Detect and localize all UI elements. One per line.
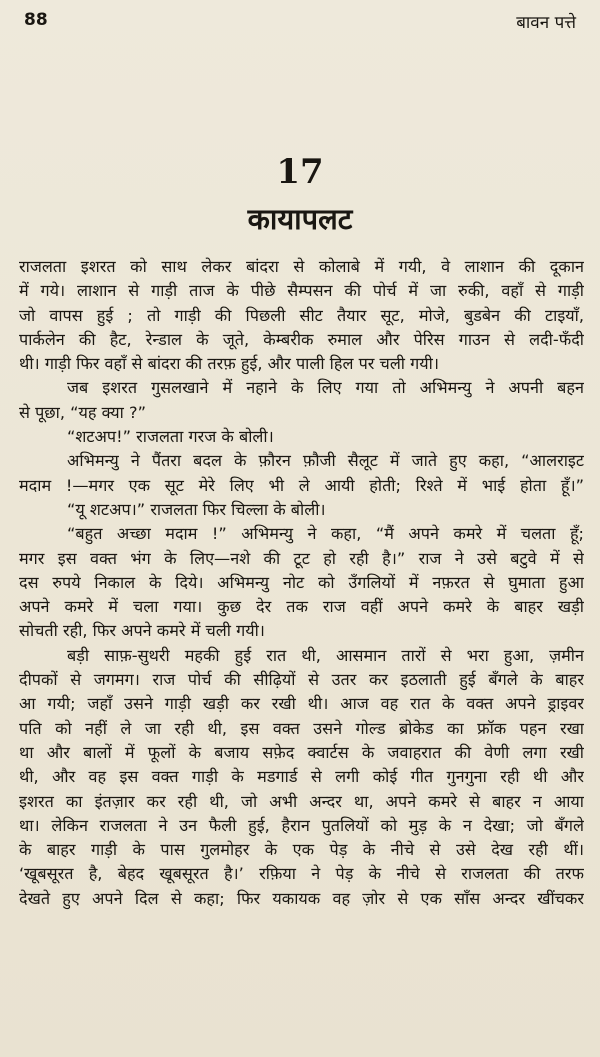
text-line: थी। गाड़ी फिर वहाँ से बांदरा की तरफ़ हुई, और पाली हिल पर चली गयी। [19, 354, 439, 374]
text-line: अपने कमरे में चला गया। कुछ देर तक राज वहीं अपने कमरे के बाहर खड़ी [19, 597, 584, 617]
text-line: से पूछा, “यह क्या ?” [19, 402, 146, 422]
text-line: सोचती रही, फिर अपने कमरे में चली गयी। [19, 621, 265, 641]
text-line: बड़ी साफ़-सुथरी महकी हुई रात थी, आसमान तारों से भरा हुआ, ज़मीन [67, 645, 584, 665]
chapter-number: 17 [276, 152, 324, 192]
text-line: “शटअप!” राजलता गरज के बोली। [67, 427, 274, 447]
text-line: में गये। लाशान से गाड़ी ताज के पीछे सैम्पसन की पोर्च में जा रुकी, वहाँ से गाड़ी [19, 281, 584, 301]
page-header [20, 8, 580, 34]
text-line: देखते हुए अपने दिल से कहा; फिर यकायक वह ज़ोर से एक साँस अन्दर खींचकर [19, 888, 584, 908]
text-line: था। लेकिन राजलता ने उन फैली हुई, हैरान पुतलियों को मुड़ के न देखा; जो बँगले [19, 815, 584, 835]
text-line: “यू शटअप।” राजलता फिर चिल्ला के बोली। [67, 499, 326, 519]
text-line: अभिमन्यु ने पैंतरा बदल के फ़ौरन फ़ौजी सैलूट में जाते हुए कहा, “आलराइट [67, 451, 584, 471]
text-line: जो वापस हुई ; तो गाड़ी की पिछली सीट तैयार सूट, मोजे, बुडबेन की टाइयाँ, [19, 305, 584, 325]
text-line: मदाम !—मगर एक सूट मेरे लिए भी ले आयी होती; रिश्ते में भाई होता हूँ।” [19, 475, 584, 495]
text-line: राजलता इशरत को साथ लेकर बांदरा से कोलाबे में गयी, वे लाशान की दूकान [19, 257, 584, 276]
text-line: दस रुपये निकाल के दिये। अभिमन्यु नोट को उँगलियों में नफ़रत से घुमाता हुआ [19, 572, 584, 592]
text-line: थी, और वह इस वक्त गाड़ी के मडगार्ड से लगी कोई गीत गुनगुना रही थी और [19, 767, 584, 787]
chapter-title: कायापलट [247, 202, 353, 236]
text-line: पार्कलेन की हैट, रेन्डाल के जूते, केम्बरीक रुमाल और पेरिस गाउन से लदी-फँदी [19, 329, 584, 349]
text-line: जब इशरत गुसलखाने में नहाने के लिए गया तो अभिमन्यु ने अपनी बहन [67, 378, 584, 398]
text-line: “बहुत अच्छा मदाम !” अभिमन्यु ने कहा, “मैं अपने कमरे में चलता हूँ; [67, 524, 584, 544]
text-line: के बाहर गाड़ी के पास गुलमोहर के एक पेड़ के नीचे से उसे देख रही थीं। [19, 840, 584, 860]
text-line: था और बालों में फूलों के बजाय सफ़ेद क्वार्टस के जवाहरात की वेणी लगा रखी [19, 742, 584, 762]
page-number: 88 [24, 10, 48, 30]
text-line: दीपकों से जगमग। राज पोर्च की सीढ़ियों से उतर कर इठलाती हुई बँगले के बाहर [19, 670, 584, 690]
text-line: ‘खूबसूरत है, बेहद खूबसूरत है।’ रफ़िया ने पेड़ के नीचे से राजलता की तरफ [19, 864, 584, 884]
chapter-body-text [19, 255, 584, 911]
text-line: मगर इस वक्त भंग के लिए—नशे की टूट हो रही है।” राज ने उसे बटुवे में से [19, 548, 584, 568]
text-line: आ गयी; जहाँ उसने गाड़ी खड़ी कर रखी थी। आज वह रात के वक्त अपने ड्राइवर [19, 694, 584, 714]
text-line: इशरत का इंतज़ार कर रही थी, जो अभी अन्दर था, अपने कमरे से बाहर न आया [19, 791, 584, 811]
text-line: पति को नहीं ले जा रही थी, इस वक्त उसने गोल्ड ब्रोकेड का फ्रॉक पहन रखा [19, 718, 584, 738]
running-title: बावन पत्ते [516, 13, 576, 33]
